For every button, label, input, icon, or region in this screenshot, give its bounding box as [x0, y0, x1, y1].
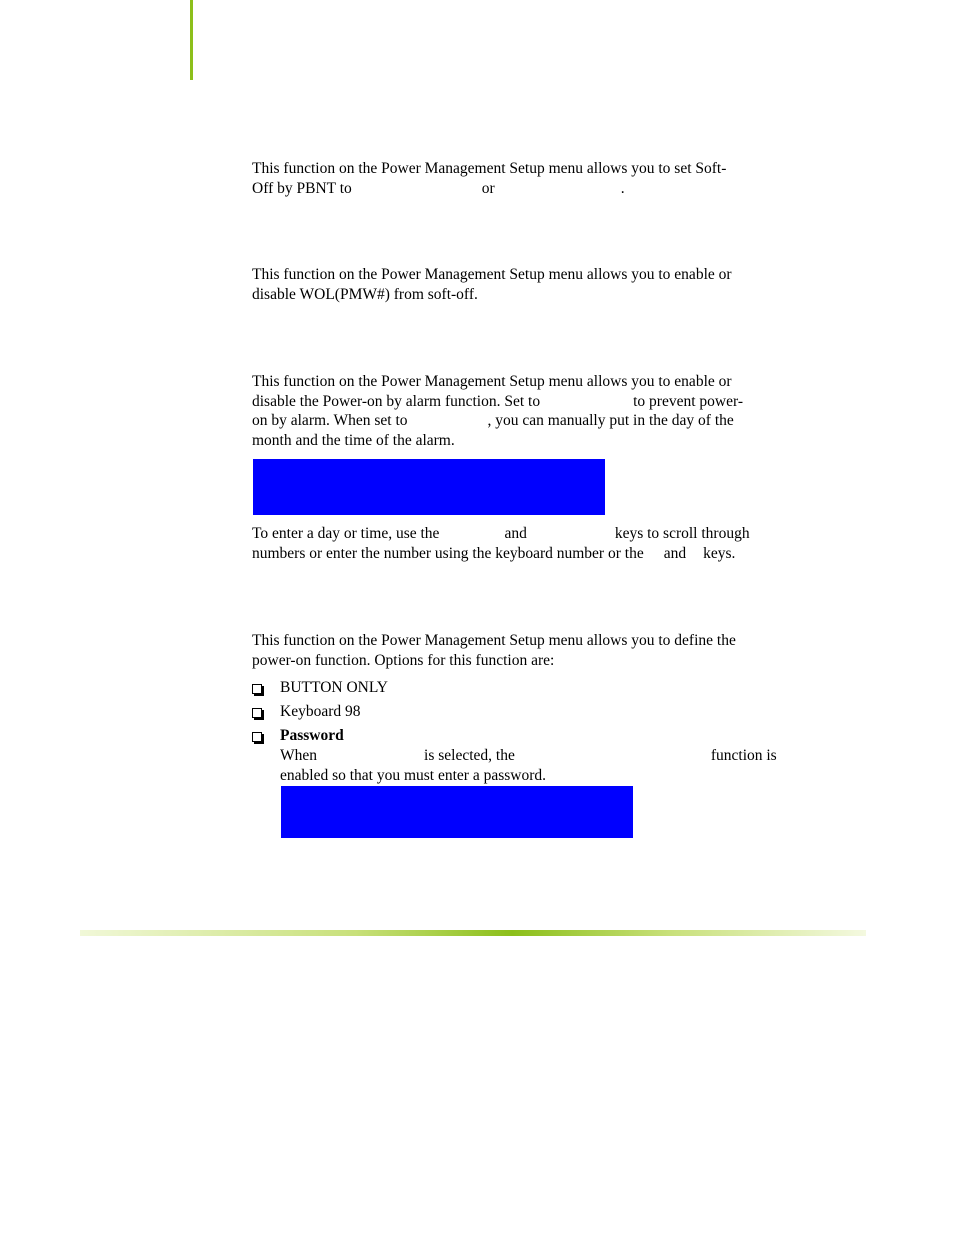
power-on-line-1: This function on the Power Management Setup menu allows you to define the — [252, 632, 736, 649]
option-label: Keyboard 98 — [280, 703, 361, 720]
checkbox-bullet-icon — [252, 732, 262, 742]
checkbox-bullet-icon — [252, 684, 262, 694]
soft-off-pbnt-description — [252, 159, 792, 198]
entry-line-1: To enter a day or time, use the and keys to scroll through — [252, 525, 750, 542]
password-line-1: When is selected, the function is — [280, 747, 777, 764]
alarm-setting-highlight-box — [253, 459, 605, 515]
wol-line-1: This function on the Power Management Setup menu allows you to enable or — [252, 266, 732, 283]
soft-off-line-2: Off by PBNT to or . — [252, 179, 625, 197]
password-setting-highlight-box — [281, 786, 633, 838]
power-on-by-alarm-description — [252, 372, 792, 450]
option-label: Password — [280, 727, 344, 744]
checkbox-bullet-icon — [252, 708, 262, 718]
footer-divider — [80, 930, 866, 936]
alarm-line-1: This function on the Power Management Setup menu allows you to enable or — [252, 373, 732, 390]
wol-description — [252, 265, 792, 304]
power-on-function-description — [252, 631, 792, 670]
soft-off-line-1: This function on the Power Management Setup menu allows you to set Soft- — [252, 160, 727, 177]
alarm-line-2: disable the Power-on by alarm function. Set to to prevent power- — [252, 392, 743, 410]
option-label: BUTTON ONLY — [280, 679, 388, 696]
entry-line-2: numbers or enter the number using the keyboard number or the and keys. — [252, 544, 736, 562]
password-line-2: enabled so that you must enter a password. — [280, 766, 547, 784]
alarm-entry-instructions — [252, 524, 792, 563]
power-on-line-2: power-on function. Options for this function are: — [252, 651, 555, 669]
wol-line-2: disable WOL(PMW#) from soft-off. — [252, 285, 478, 303]
password-option-description — [280, 746, 792, 785]
alarm-line-4: month and the time of the alarm. — [252, 431, 455, 449]
alarm-line-3: on by alarm. When set to , you can manually put in the day of the — [252, 412, 734, 429]
header-accent-bar — [190, 0, 193, 80]
